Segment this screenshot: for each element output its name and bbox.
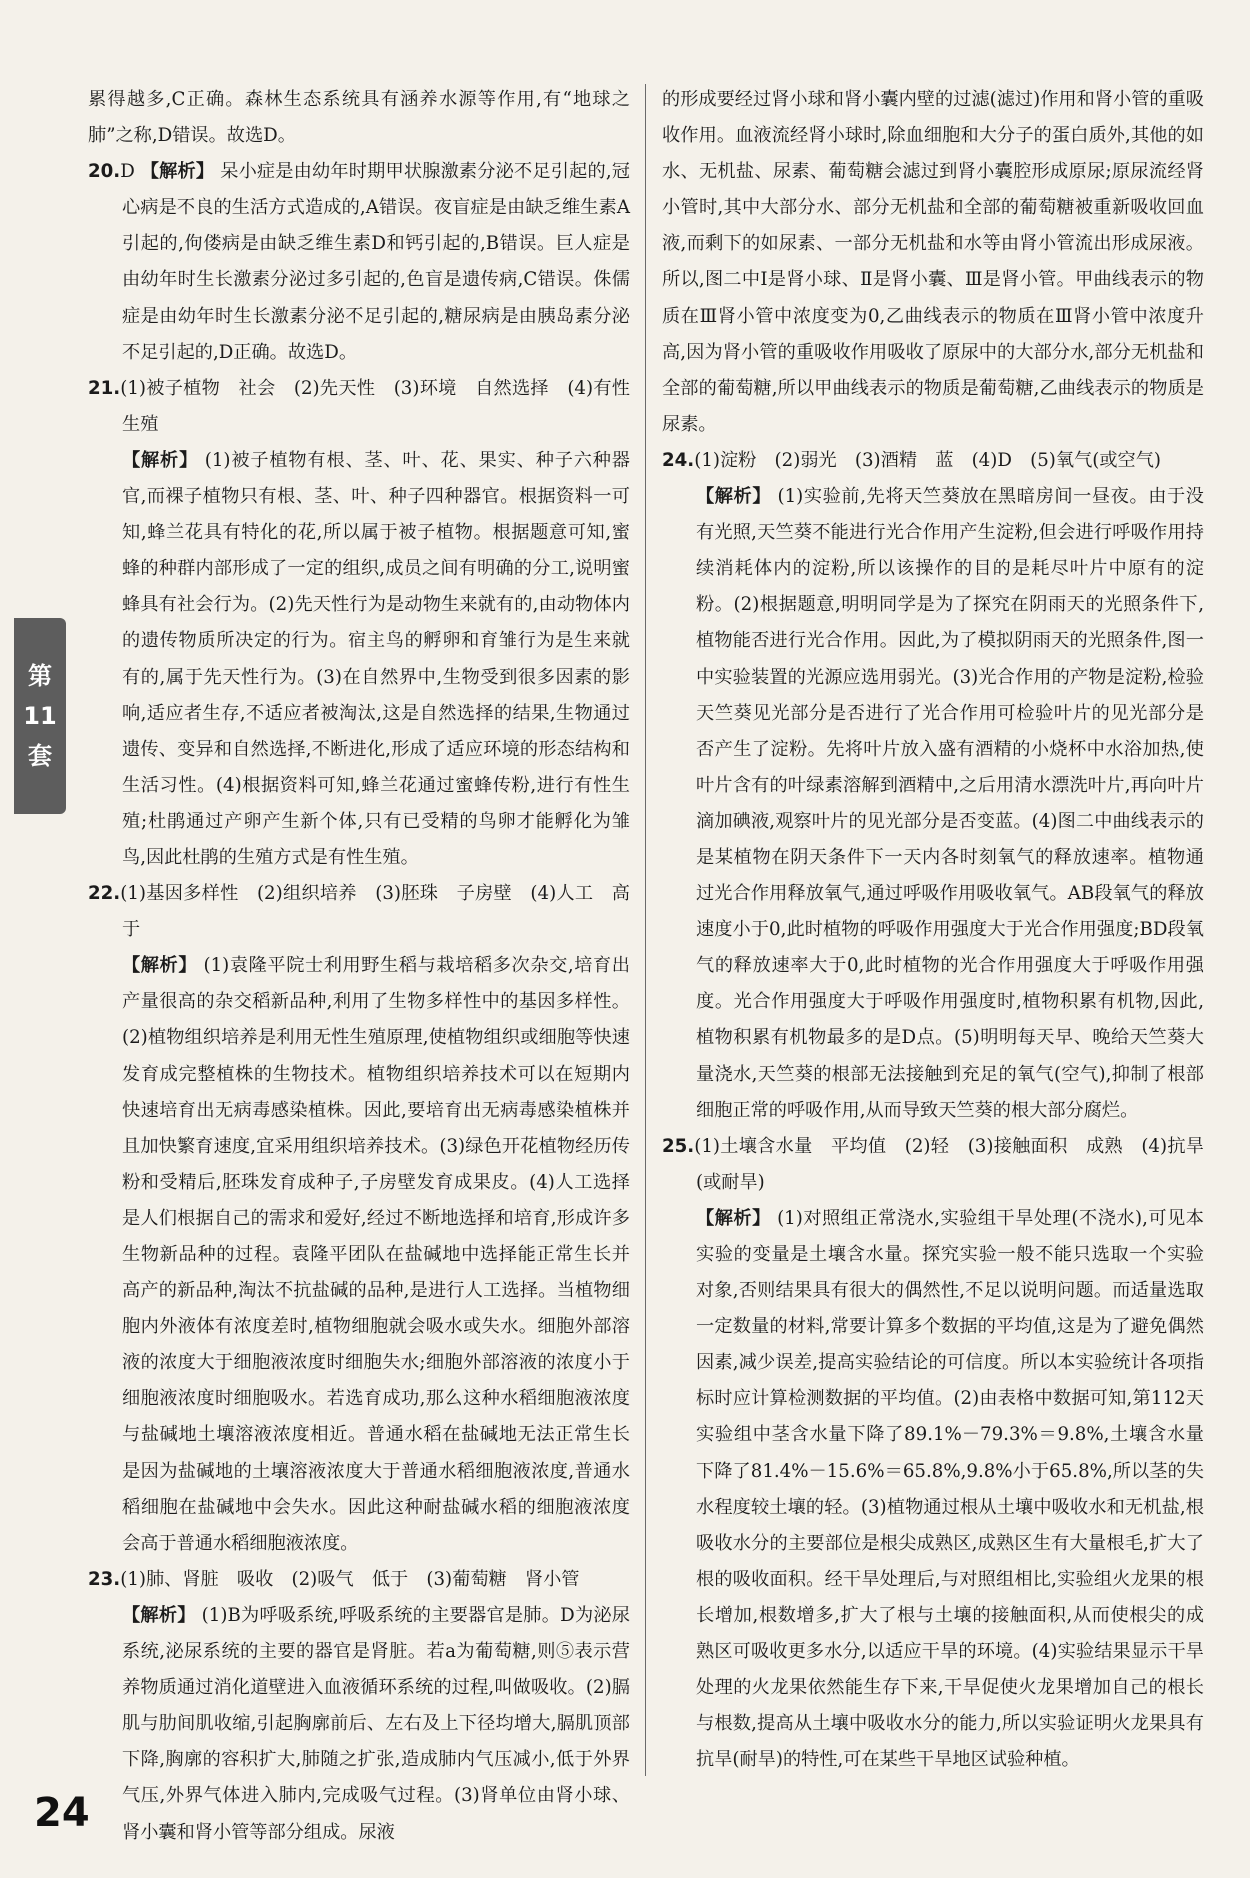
analysis-text: (1)实验前,先将天竺葵放在黑暗房间一昼夜。由于没有光照,天竺葵不能进行光合作用产生淀粉,但会进行呼吸作用持续消耗体内的淀粉,所以该操作的目的是耗尽叶片中原有的淀粉。(2)根据题意,明明同学是为了探究在阴雨天的光照条件下,植物能否进行光合作用。因此,为了模拟阴雨天的光照条件,图一中实验装置的光源应选用弱光。(3)光合作用的产物是淀粉,检验天竺葵见光部分是否进行了光合作用可检验叶片的见光部分是否产生了淀粉。先将叶片放入盛有酒精的小烧杯中水浴加热,使叶片含有的叶绿素溶解到酒精中,之后用清水漂洗叶片,再向叶片滴加碘液,观察叶片的见光部分是否变蓝。(4)图二中曲线表示的是某植物在阴天条件下一天内各时刻氧气的释放速率。植物通过光合作用释放氧气,通过呼吸作用吸收氧气。AB段氧气的释放速度小于0,此时植物的呼吸作用强度大于光合作用强度;BD段氧气的释放速率大于0,此时植物的光合作用强度大于呼吸作用强度。光合作用强度大于呼吸作用强度时,植物积累有机物,因此,植物积累有机物最多的是D点。(5)明明每天早、晚给天竺葵大量浇水,天竺葵的根部无法接触到充足的氧气(空气),抑制了根部细胞正常的呼吸作用,从而导致天竺葵的根大部分腐烂。 xyxy=(696,486,1204,1121)
question-number: 20. xyxy=(88,161,121,183)
section-tab xyxy=(14,618,66,814)
page-number: 24 xyxy=(34,1790,90,1836)
answer-text: (1)肺、肾脏 吸收 (2)吸气 低于 (3)葡萄糖 肾小管 xyxy=(120,1568,580,1590)
analysis-paragraph xyxy=(662,479,1204,1129)
continued-text xyxy=(662,82,1204,443)
analysis-text: (1)被子植物有根、茎、叶、花、果实、种子六种器官,而裸子植物只有根、茎、叶、种子四种器官。根据资料一可知,蜂兰花具有特化的花,所以属于被子植物。根据题意可知,蜜蜂的种群内部形成了一定的组织,成员之间有明确的分工,说明蜜蜂具有社会行为。(2)先天性行为是动物生来就有的,由动物体内的遗传物质所决定的行为。宿主鸟的孵卵和育雏行为是生来就有的,属于先天性行为。(3)在自然界中,生物受到很多因素的影响,适应者生存,不适应者被淘汰,这是自然选择的结果,生物通过遗传、变异和自然选择,不断进化,形成了适应环境的形态结构和生活习性。(4)根据资料可知,蜂兰花通过蜜蜂传粉,进行有性生殖;杜鹃通过产卵产生新个体,只有已受精的鸟卵才能孵化为雏鸟,因此杜鹃的生殖方式是有性生殖。 xyxy=(122,449,630,868)
analysis-text: 呆小症是由幼年时期甲状腺激素分泌不足引起的,冠心病是不良的生活方式造成的,A错误。夜盲症是由缺乏维生素A引起的,佝偻病是由缺乏维生素D和钙引起的,B错误。巨人症是由幼年时生长激素分泌过多引起的,色盲是遗传病,C错误。侏儒症是由幼年时生长激素分泌不足引起的,糖尿病是由胰岛素分泌不足引起的,D正确。故选D。 xyxy=(122,161,630,363)
analysis-tag: 【解析】 xyxy=(696,1207,771,1229)
question-answer xyxy=(88,1562,630,1598)
question-answer xyxy=(662,443,1204,479)
analysis-paragraph xyxy=(88,443,630,876)
question-number: 22. xyxy=(88,883,121,905)
section-tab-char: 第 xyxy=(28,662,52,690)
section-tab-char: 套 xyxy=(28,742,52,770)
answer-text: (1)土壤含水量 平均值 (2)轻 (3)接触面积 成熟 (4)抗旱(或耐旱) xyxy=(694,1135,1204,1193)
question-number: 23. xyxy=(88,1568,121,1590)
analysis-paragraph xyxy=(88,948,630,1562)
question-answer xyxy=(88,154,630,371)
left-column xyxy=(88,82,630,1851)
question-answer xyxy=(88,876,630,948)
answer-text: (1)基因多样性 (2)组织培养 (3)胚珠 子房壁 (4)人工 高于 xyxy=(120,883,630,941)
question-number: 25. xyxy=(662,1135,695,1157)
question-answer xyxy=(88,371,630,443)
paragraph-text: 的形成要经过肾小球和肾小囊内壁的过滤(滤过)作用和肾小管的重吸收作用。血液流经肾小球时,除血细胞和大分子的蛋白质外,其他的如水、无机盐、尿素、葡萄糖会滤过到肾小囊腔形成原尿;原尿流经肾小管时,其中大部分水、部分无机盐和全部的葡萄糖被重新吸收回血液,而剩下的如尿素、一部分无机盐和水等由肾小管流出形成尿液。所以,图二中Ⅰ是肾小球、Ⅱ是肾小囊、Ⅲ是肾小管。甲曲线表示的物质在Ⅲ肾小管中浓度变为0,乙曲线表示的物质在Ⅲ肾小管中浓度升高,因为肾小管的重吸收作用吸收了原尿中的大部分水,部分无机盐和全部的葡萄糖,所以甲曲线表示的物质是葡萄糖,乙曲线表示的物质是尿素。 xyxy=(662,89,1204,435)
section-tab-number: 11 xyxy=(23,702,57,730)
analysis-tag: 【解析】 xyxy=(122,449,199,471)
paragraph-text: 累得越多,C正确。森林生态系统具有涵养水源等作用,有“地球之肺”之称,D错误。故选D。 xyxy=(88,89,630,147)
question-answer xyxy=(662,1129,1204,1201)
continued-text xyxy=(88,82,630,154)
answer-text: (1)被子植物 社会 (2)先天性 (3)环境 自然选择 (4)有性生殖 xyxy=(120,377,630,435)
analysis-paragraph xyxy=(88,1598,630,1851)
column-divider xyxy=(645,84,646,1776)
answer-text: D xyxy=(120,161,141,183)
question-number: 21. xyxy=(88,377,121,399)
analysis-tag: 【解析】 xyxy=(140,161,215,183)
analysis-text: (1)B为呼吸系统,呼吸系统的主要器官是肺。D为泌尿系统,泌尿系统的主要的器官是肾脏。若a为葡萄糖,则⑤表示营养物质通过消化道壁进入血液循环系统的过程,叫做吸收。(2)膈肌与肋间肌收缩,引起胸廓前后、左右及上下径均增大,膈肌顶部下降,胸廓的容积扩大,肺随之扩张,造成肺内气压减小,低于外界气压,外界气体进入肺内,完成吸气过程。(3)肾单位由肾小球、肾小囊和肾小管等部分组成。尿液 xyxy=(122,1604,630,1843)
analysis-tag: 【解析】 xyxy=(122,1604,196,1626)
analysis-text: (1)对照组正常浇水,实验组干旱处理(不浇水),可见本实验的变量是土壤含水量。探究实验一般不能只选取一个实验对象,否则结果具有很大的偶然性,不足以说明问题。而适量选取一定数量的材料,常要计算多个数据的平均值,这是为了避免偶然因素,减少误差,提高实验结论的可信度。所以本实验统计各项指标时应计算检测数据的平均值。(2)由表格中数据可知,第112天实验组中茎含水量下降了89.1%－79.3%＝9.8%,土壤含水量下降了81.4%－15.6%＝65.8%,9.8%小于65.8%,所以茎的失水程度较土壤的轻。(3)植物通过根从土壤中吸收水和无机盐,根吸收水分的主要部位是根尖成熟区,成熟区生有大量根毛,扩大了根的吸收面积。经干旱处理后,与对照组相比,实验组火龙果的根长增加,根数增多,扩大了根与土壤的接触面积,从而使根尖的成熟区可吸收更多水分,以适应干旱的环境。(4)实验结果显示干旱处理的火龙果依然能生存下来,干旱促使火龙果增加自己的根长与根数,提高从土壤中吸收水分的能力,所以实验证明火龙果具有抗旱(耐旱)的特性,可在某些干旱地区试验种植。 xyxy=(696,1207,1204,1771)
question-number: 24. xyxy=(662,449,695,471)
right-column xyxy=(662,82,1204,1778)
analysis-tag: 【解析】 xyxy=(122,955,198,977)
analysis-paragraph xyxy=(662,1201,1204,1779)
answer-text: (1)淀粉 (2)弱光 (3)酒精 蓝 (4)D (5)氧气(或空气) xyxy=(694,449,1162,471)
analysis-tag: 【解析】 xyxy=(696,486,772,508)
analysis-text: (1)袁隆平院士利用野生稻与栽培稻多次杂交,培育出产量很高的杂交稻新品种,利用了生物多样性中的基因多样性。(2)植物组织培养是利用无性生殖原理,使植物组织或细胞等快速发育成完整植株的生物技术。植物组织培养技术可以在短期内快速培育出无病毒感染植株。因此,要培育出无病毒感染植株并且加快繁育速度,宜采用组织培养技术。(3)绿色开花植物经历传粉和受精后,胚珠发育成种子,子房壁发育成果皮。(4)人工选择是人们根据自己的需求和爱好,经过不断地选择和培育,形成许多生物新品种的过程。袁隆平团队在盐碱地中选择能正常生长并高产的新品种,淘汰不抗盐碱的品种,是进行人工选择。当植物细胞内外液体有浓度差时,植物细胞就会吸水或失水。细胞外部溶液的浓度大于细胞液浓度时细胞失水;细胞外部溶液的浓度小于细胞液浓度时细胞吸水。若选育成功,那么这种水稻细胞液浓度与盐碱地土壤溶液浓度相近。普通水稻在盐碱地无法正常生长是因为盐碱地的土壤溶液浓度大于普通水稻细胞液浓度,普通水稻细胞在盐碱地中会失水。因此这种耐盐碱水稻的细胞液浓度会高于普通水稻细胞液浓度。 xyxy=(122,955,630,1554)
